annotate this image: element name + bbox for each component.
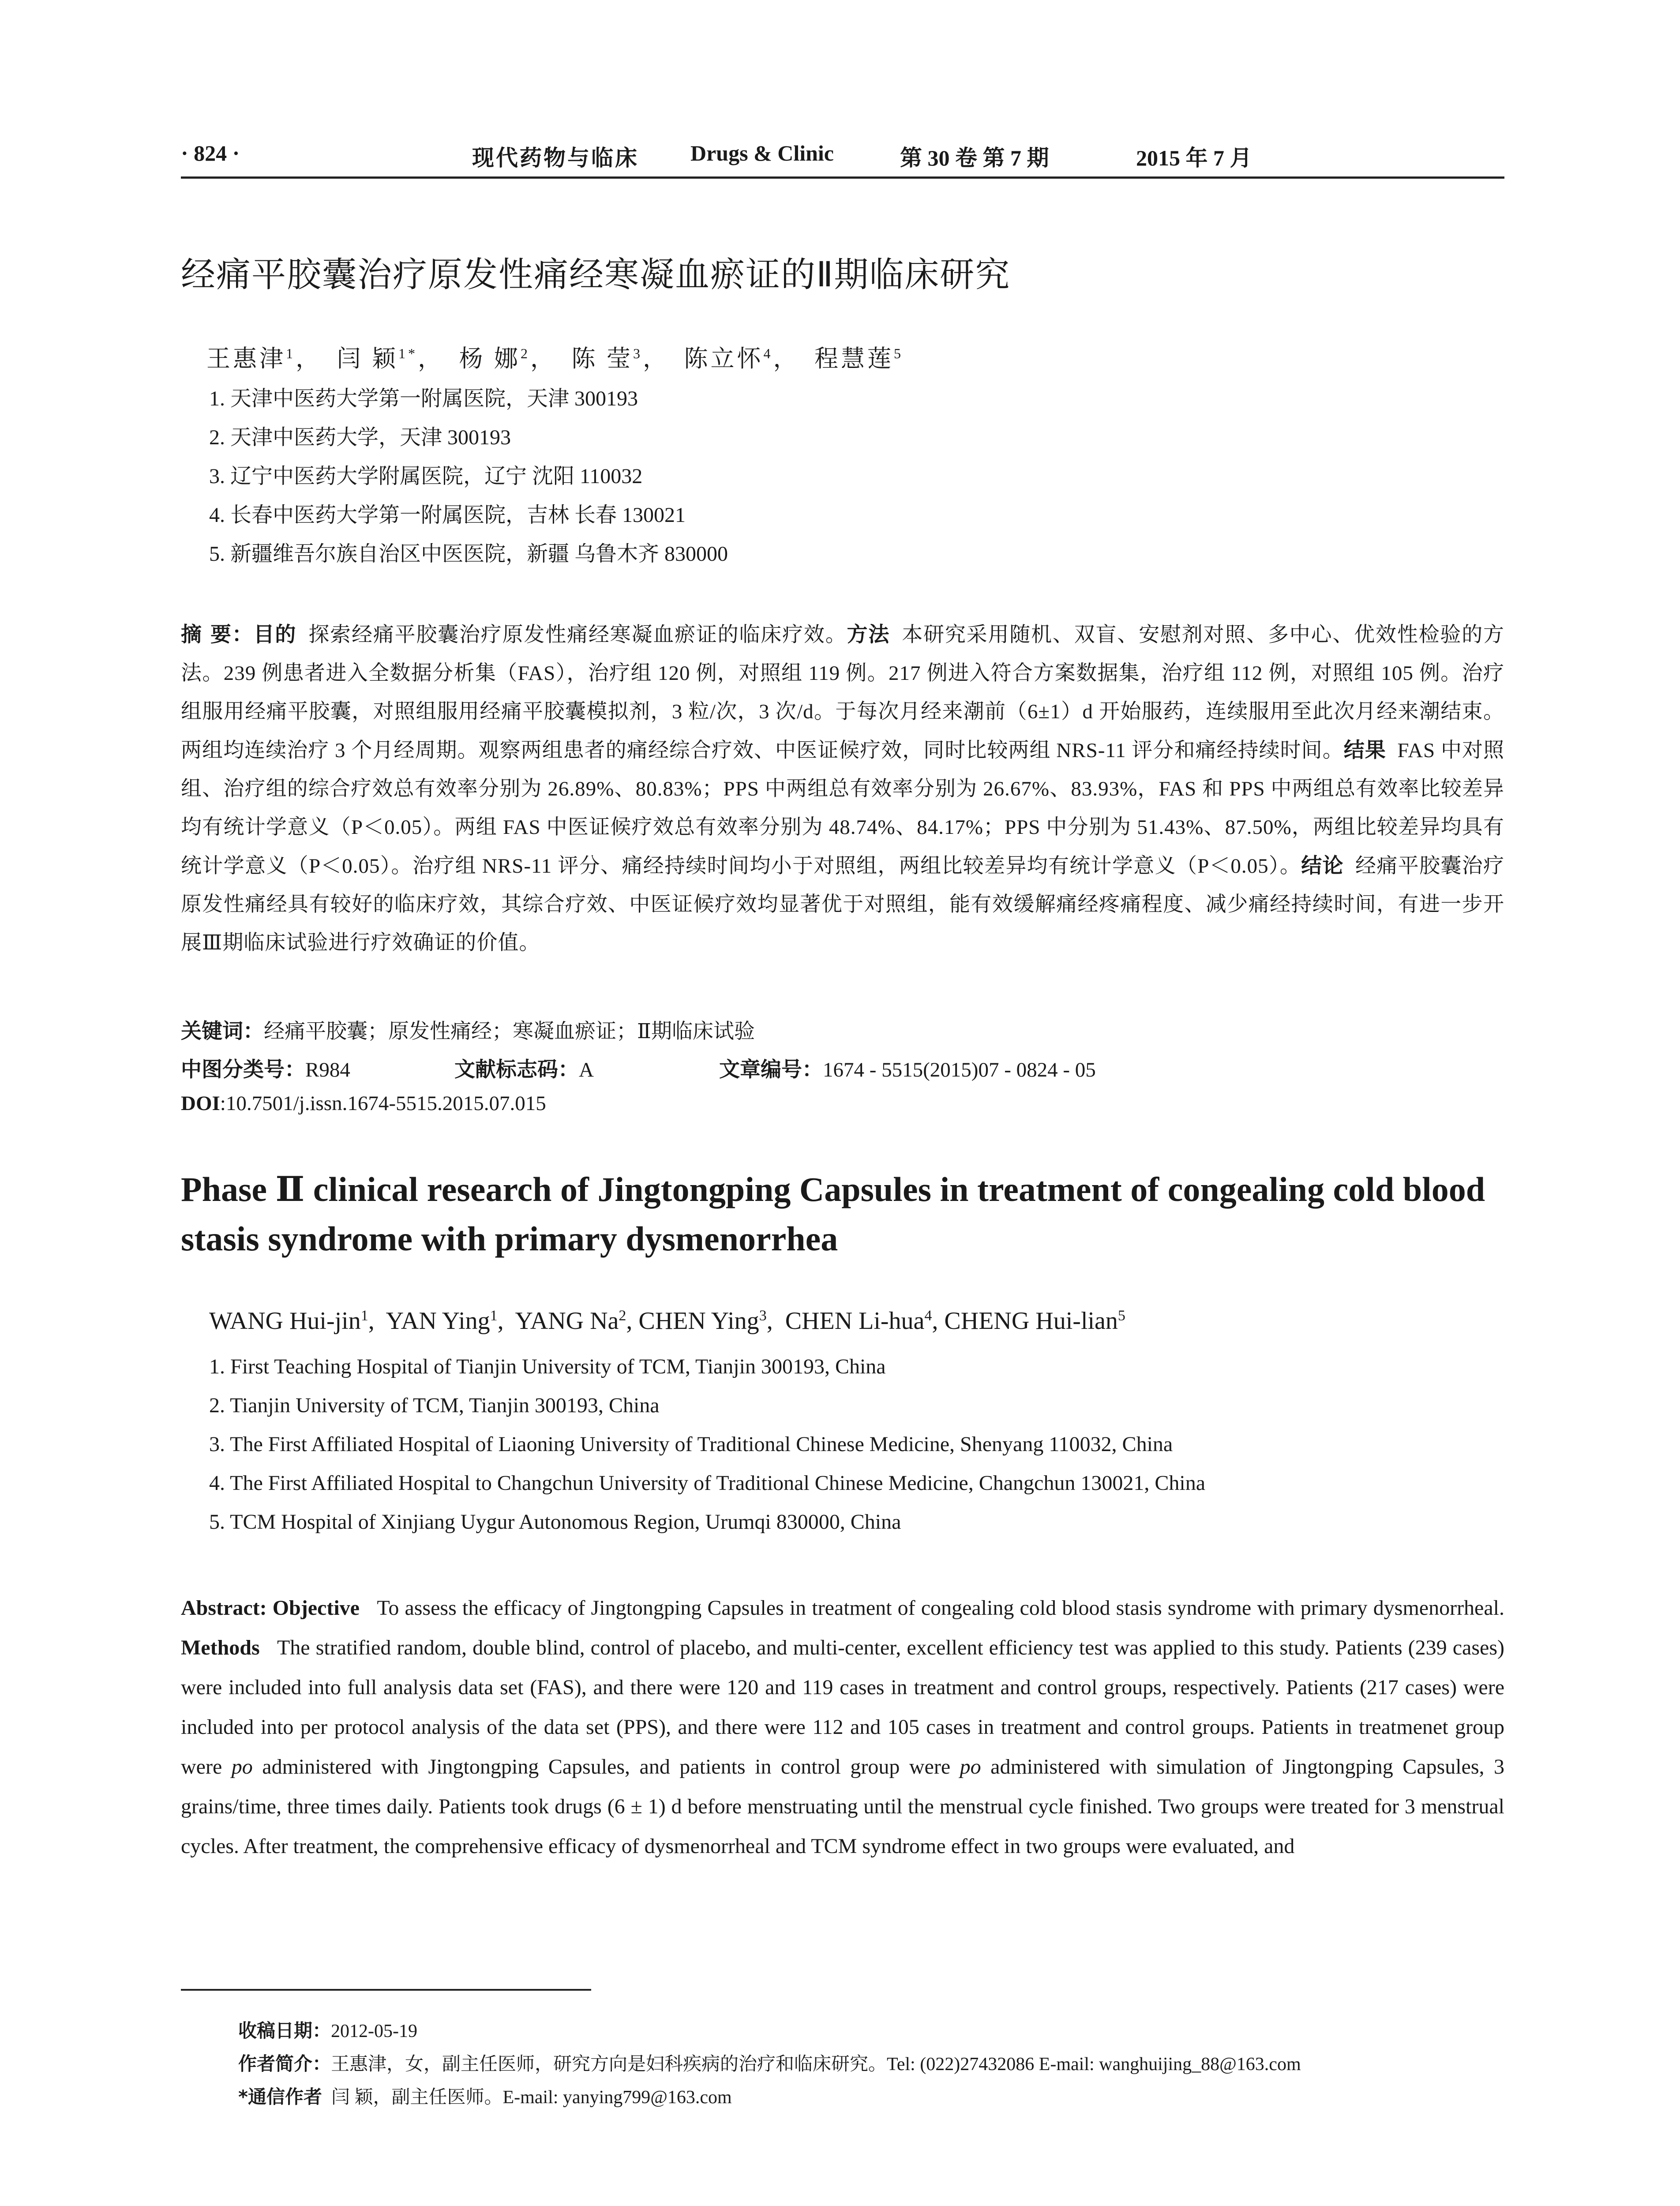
affiliation-cn: 3. 辽宁中医药大学附属医院，辽宁 沈阳 110032 xyxy=(209,465,643,488)
authors-en: WANG Hui-jin$^1$, YAN Ying$^1$, YANG Na$^2$, CHEN Ying$^3$, CHEN Li-hua$^4$, CHENG Hui-lian$^5$ xyxy=(209,1307,1125,1335)
abstract-en: Abstract: Objective To assess the efficacy of Jingtongping Capsules in treatment of congealing cold blood stasis syndrome with primary dysmenorrheal. Methods The stratified random, double blind, control of placebo, and multi-center, excellent efficiency test was applied to this study. Patients (239 cases) were included into full analysis data set (FAS), and there were 120 and 119 cases in treatment and control groups, respectively. Patients (217 cases) were included into per protocol analysis of the data set (PPS), and there were 112 and 105 cases in treatment and control groups. Patients in treatmenet group were po administered with Jingtongping Capsules, and patients in control group were po administered with simulation of Jingtongping Capsules, 3 grains/time, three times daily. Patients took drugs (6 ± 1) d before menstruating until the menstrual cycle finished. Two groups were treated for 3 menstrual cycles. After treatment, the comprehensive efficacy of dysmenorrheal and TCM syndrome effect in two groups were evaluated, and xyxy=(181,1596,1505,1858)
title-cn: 经痛平胶囊治疗原发性痛经寒凝血瘀证的Ⅱ期临床研究 xyxy=(181,255,1011,295)
author-cn: 陈立怀$^4$， xyxy=(684,345,800,372)
volume-issue: 第 30 卷 第 7 期 xyxy=(900,146,1049,170)
affiliation-en: 1. First Teaching Hospital of Tianjin University of TCM, Tianjin 300193, China xyxy=(209,1355,886,1378)
author-cn: 程慧莲$^5$ xyxy=(814,345,904,372)
affiliation-cn: 1. 天津中医药大学第一附属医院，天津 300193 xyxy=(209,387,638,410)
affiliation-cn: 4. 长春中医药大学第一附属医院，吉林 长春 130021 xyxy=(209,503,686,527)
affiliation-en: 5. TCM Hospital of Xinjiang Uygur Autonomous Region, Urumqi 830000, China xyxy=(209,1510,901,1534)
footnote-corresponding: *通信作者 闫 颖，副主任医师。E-mail: yanying799@163.com xyxy=(238,2086,732,2108)
footnote-received: 收稿日期：2012-05-19 xyxy=(238,2020,417,2041)
affiliations-cn xyxy=(209,379,1489,574)
header-rule xyxy=(181,176,1504,179)
keywords-cn: 关键词：经痛平胶囊；原发性痛经；寒凝血瘀证；Ⅱ期临床试验 xyxy=(181,1019,755,1043)
affiliations-en xyxy=(209,1347,1489,1542)
issue-date: 2015 年 7 月 xyxy=(1136,146,1252,170)
footnote-rule xyxy=(181,1989,591,1991)
title-en: Phase Ⅱ clinical research of Jingtongping Capsules in treatment of congealing cold blood stasis syndrome with primary dysmenorrhea xyxy=(181,1170,1485,1258)
author-cn: 杨 娜$^2$， xyxy=(459,345,557,372)
affiliation-cn: 2. 天津中医药大学，天津 300193 xyxy=(209,426,511,449)
affiliation-en: 3. The First Affiliated Hospital of Liaoning University of Traditional Chinese Medicine, Shenyang 110032, China xyxy=(209,1433,1173,1456)
author-cn: 王惠津$^1$， xyxy=(206,345,322,372)
classification-line: 中图分类号：R984 文献标志码：A 文章编号：1674 - 5515(2015)07 - 0824 - 05 xyxy=(181,1058,1096,1082)
authors-cn xyxy=(206,340,1486,374)
author-cn: 陈 莹$^3$， xyxy=(571,345,669,372)
running-header xyxy=(181,140,1504,176)
journal-name-en: Drugs & Clinic xyxy=(690,141,834,165)
footnote-author-bio: 作者简介：王惠津，女，副主任医师，研究方向是妇科疾病的治疗和临床研究。Tel: (022)27432086 E-mail: wanghuijing_88@163.com xyxy=(238,2053,1301,2075)
doi-line: DOI:10.7501/j.issn.1674-5515.2015.07.015 xyxy=(181,1092,546,1115)
affiliation-en: 4. The First Affiliated Hospital to Changchun University of Traditional Chinese Medicine, Changchun 130021, China xyxy=(209,1471,1205,1495)
author-cn: 闫 颖$^{1*}$， xyxy=(337,345,444,372)
page-number: · 824 · xyxy=(181,141,240,165)
affiliation-en: 2. Tianjin University of TCM, Tianjin 300193, China xyxy=(209,1394,660,1417)
affiliation-cn: 5. 新疆维吾尔族自治区中医医院，新疆 乌鲁木齐 830000 xyxy=(209,542,728,566)
journal-name-cn: 现代药物与临床 xyxy=(472,146,639,170)
abstract-cn: 摘 要：目的 探索经痛平胶囊治疗原发性痛经寒凝血瘀证的临床疗效。方法 本研究采用随机、双盲、安慰剂对照、多中心、优效性检验的方法。239 例患者进入全数据分析集（FAS），治疗组 120 例，对照组 119 例。217 例进入符合方案数据集，治疗组 112 例，对照组 105 例。治疗组服用经痛平胶囊，对照组服用经痛平胶囊模拟剂，3 粒/次，3 次/d。于每次月经来潮前（6±1）d 开始服药，连续服用至此次月经来潮结束。两组均连续治疗 3 个月经周期。观察两组患者的痛经综合疗效、中医证候疗效，同时比较两组 NRS-11 评分和痛经持续时间。结果 FAS 中对照组、治疗组的综合疗效总有效率分别为 26.89%、80.83%；PPS 中两组总有效率分别为 26.67%、83.93%，FAS 和 PPS 中两组总有效率比较差异均有统计学意义（P＜0.05）。两组 FAS 中医证候疗效总有效率分别为 48.74%、84.17%；PPS 中分别为 51.43%、87.50%，两组比较差异均具有统计学意义（P＜0.05）。治疗组 NRS-11 评分、痛经持续时间均小于对照组，两组比较差异均有统计学意义（P＜0.05）。结论 经痛平胶囊治疗原发性痛经具有较好的临床疗效，其综合疗效、中医证候疗效均显著优于对照组，能有效缓解痛经疼痛程度、减少痛经持续时间，有进一步开展Ⅲ期临床试验进行疗效确证的价值。 xyxy=(181,623,1505,954)
